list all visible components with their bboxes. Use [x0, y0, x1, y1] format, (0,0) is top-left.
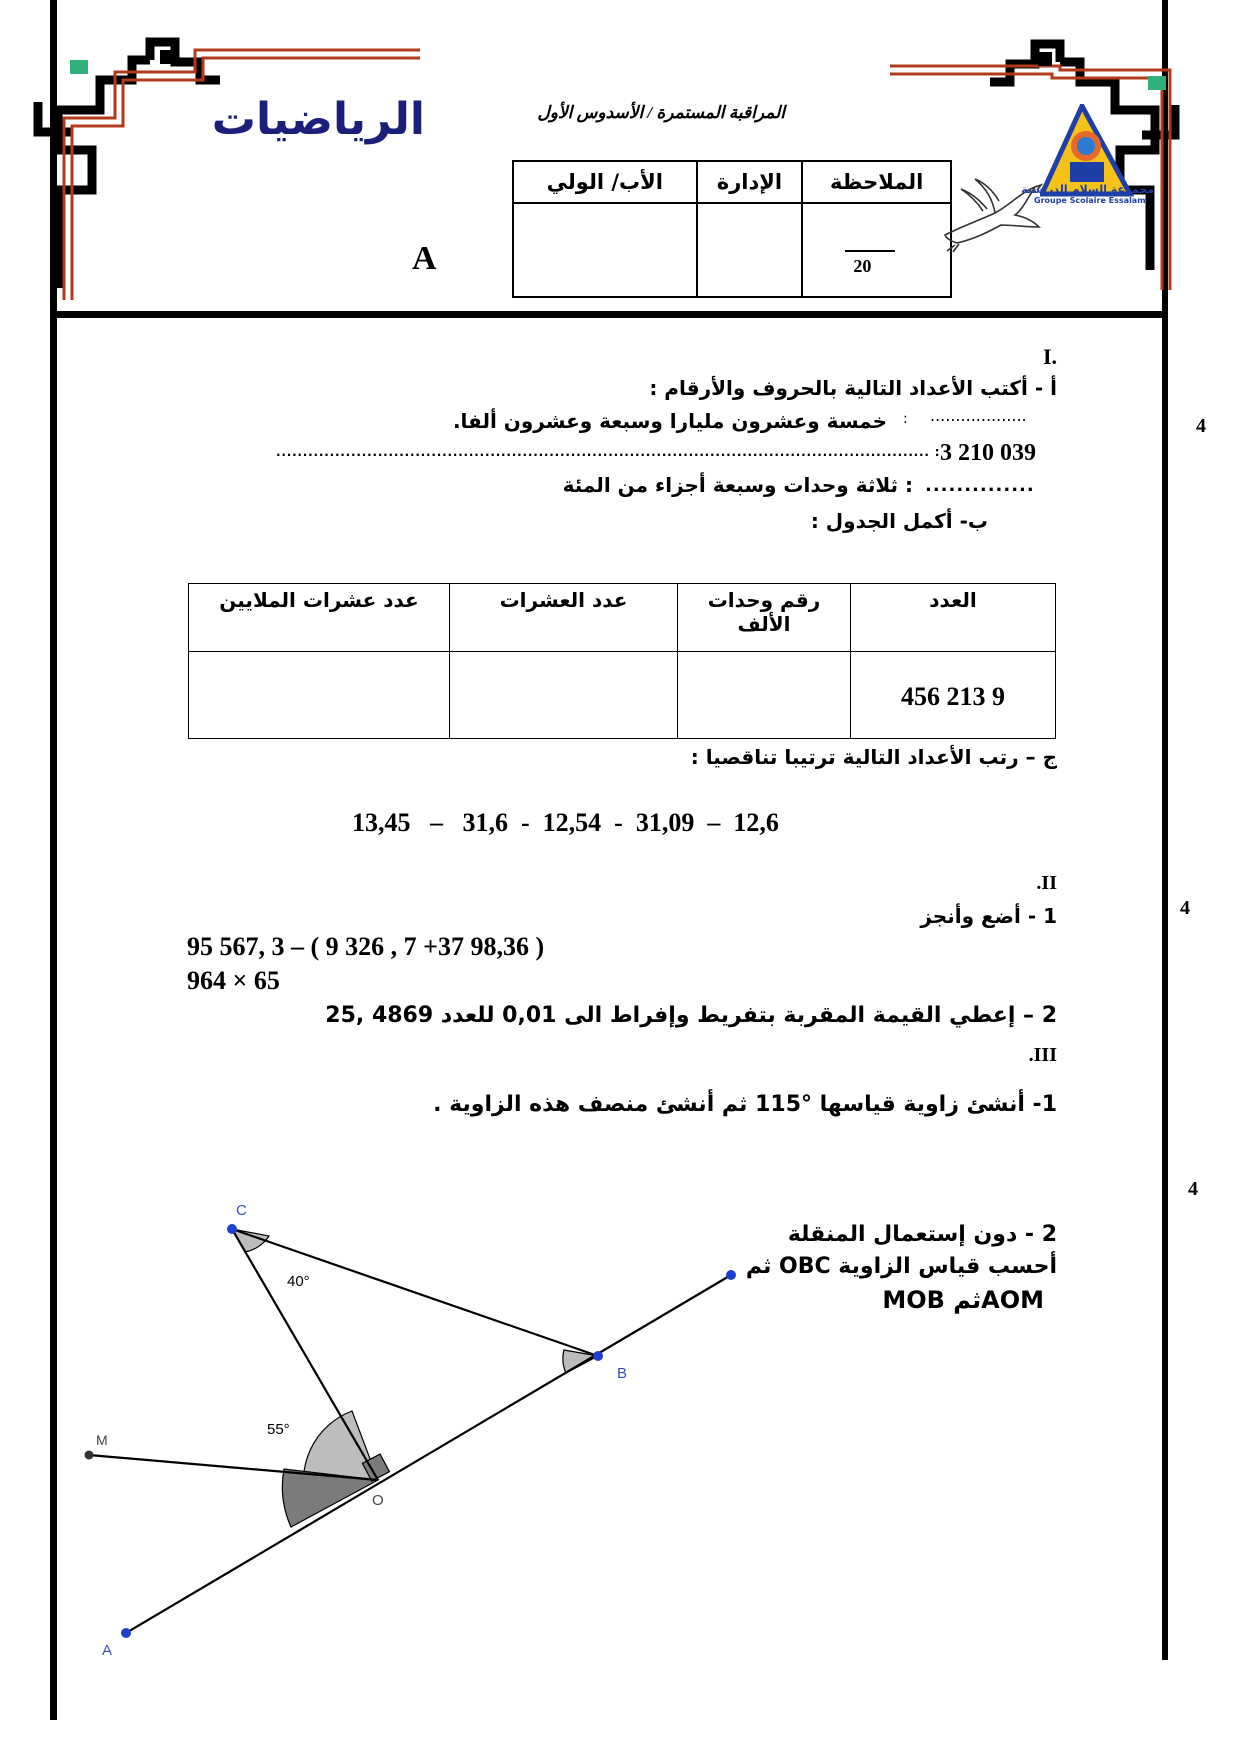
score-fraction-bar — [845, 250, 895, 252]
point-a — [121, 1628, 131, 1638]
dove-icon — [935, 165, 1045, 255]
line-ab — [126, 1275, 731, 1633]
table-header-tens-count: عدد العشرات — [450, 584, 678, 652]
table-header-thousands-digit: رقم وحدات الألف — [678, 584, 851, 652]
table-cell-number: 9 213 456 — [851, 652, 1056, 739]
s1-a-item1-colon: : — [903, 411, 908, 427]
section-3-number: .III — [1028, 1044, 1057, 1066]
s3-q2-line-3: AOMثم MOB — [882, 1286, 1044, 1314]
s3-q2-line-1: 2 - دون إستعمال المنقلة — [787, 1222, 1057, 1247]
table-cell-thousands-digit[interactable] — [678, 652, 851, 739]
evaluation-table — [512, 160, 952, 298]
label-b: B — [617, 1365, 628, 1382]
s1-a-item2-number: 3 210 039 — [940, 440, 1036, 466]
table-header-ten-millions-count: عدد عشرات الملايين — [189, 584, 450, 652]
section-2-score: 4 — [1180, 897, 1190, 919]
s2-q1-expression-2: 964 × 65 — [187, 966, 280, 995]
s1-a-item2-dots[interactable]: .......................................................................................................................... : — [276, 445, 941, 459]
eval-header-parent: الأب/ الولي — [513, 161, 697, 203]
section-1-score: 4 — [1196, 415, 1206, 437]
geometry-figure — [0, 1180, 800, 1680]
section-2-number: .II — [1036, 872, 1057, 894]
eval-header-note: الملاحظة — [802, 161, 951, 203]
eval-cell-administration[interactable] — [697, 203, 803, 297]
s1-a-title: أ - أكتب الأعداد التالية بالحروف والأرقام : — [649, 376, 1057, 400]
segment-cb — [232, 1229, 598, 1356]
s1-a-item3-dots[interactable]: .............. — [925, 475, 1035, 496]
eval-cell-score[interactable] — [802, 203, 951, 297]
eval-header-administration: الإدارة — [697, 161, 803, 203]
section-1-number: I. — [1042, 344, 1057, 369]
label-o: O — [372, 1492, 384, 1509]
s3-q1-text: 1- أنشئ زاوية قياسها °115 ثم أنشئ منصف هذه الزاوية . — [433, 1092, 1057, 1117]
angle-c-label: 40° — [287, 1273, 310, 1290]
s1-a-item1-dots[interactable]: ................... — [930, 406, 1027, 425]
s2-q1-expression-1: 95 567, 3 – ( 9 326 , 7 +37 98,36 ) — [187, 932, 545, 961]
header-bottom-border — [50, 311, 1168, 318]
point-c — [227, 1224, 237, 1234]
place-value-table — [188, 583, 1056, 739]
s1-b-title: ب- أكمل الجدول : — [810, 509, 988, 533]
left-corner-ornament-icon — [0, 0, 460, 310]
s3-q2-line-2: أحسب قياس الزاوية OBC ثم — [745, 1254, 1057, 1279]
s2-q2-text: 2 – إعطي القيمة المقربة بتفريط وإفراط الى 0,01 للعدد 4869 ,25 — [325, 1003, 1057, 1028]
label-a: A — [102, 1642, 113, 1659]
angle-o-label: 55° — [267, 1421, 290, 1438]
subject-title: الرياضيات — [211, 94, 425, 145]
assessment-label: المراقبة المستمرة / الأسدوس الأول — [537, 103, 785, 122]
section-3-score: 4 — [1188, 1178, 1198, 1200]
label-c: C — [236, 1202, 247, 1219]
s2-q1-title: 1 - أضع وأنجز — [920, 904, 1057, 928]
school-name-fr: Groupe Scolaire Essalam — [1034, 196, 1146, 205]
s1-a-item1-text: خمسة وعشرون مليارا وسبعة وعشرون ألفا. — [452, 409, 887, 433]
score-denominator: 20 — [853, 256, 872, 276]
s1-c-sequence: 13,45 – 31,6 - 12,54 - 31,09 – 12,6 — [352, 808, 779, 837]
point-end-right — [726, 1270, 736, 1280]
point-b — [593, 1351, 603, 1361]
s1-a-item3-text: : ثلاثة وحدات وسبعة أجزاء من المئة — [562, 473, 913, 497]
segment-co — [232, 1229, 378, 1480]
version-letter: A — [412, 240, 437, 277]
eval-cell-parent[interactable] — [513, 203, 697, 297]
label-m: M — [96, 1432, 108, 1448]
table-header-number: العدد — [851, 584, 1056, 652]
table-cell-tens-count[interactable] — [450, 652, 678, 739]
table-cell-ten-millions-count[interactable] — [189, 652, 450, 739]
point-m — [85, 1451, 94, 1460]
s1-c-title: ج – رتب الأعداد التالية ترتيبا تناقصيا : — [690, 745, 1057, 769]
school-name-ar: مجموعة السلام الدراسية — [1021, 183, 1154, 196]
